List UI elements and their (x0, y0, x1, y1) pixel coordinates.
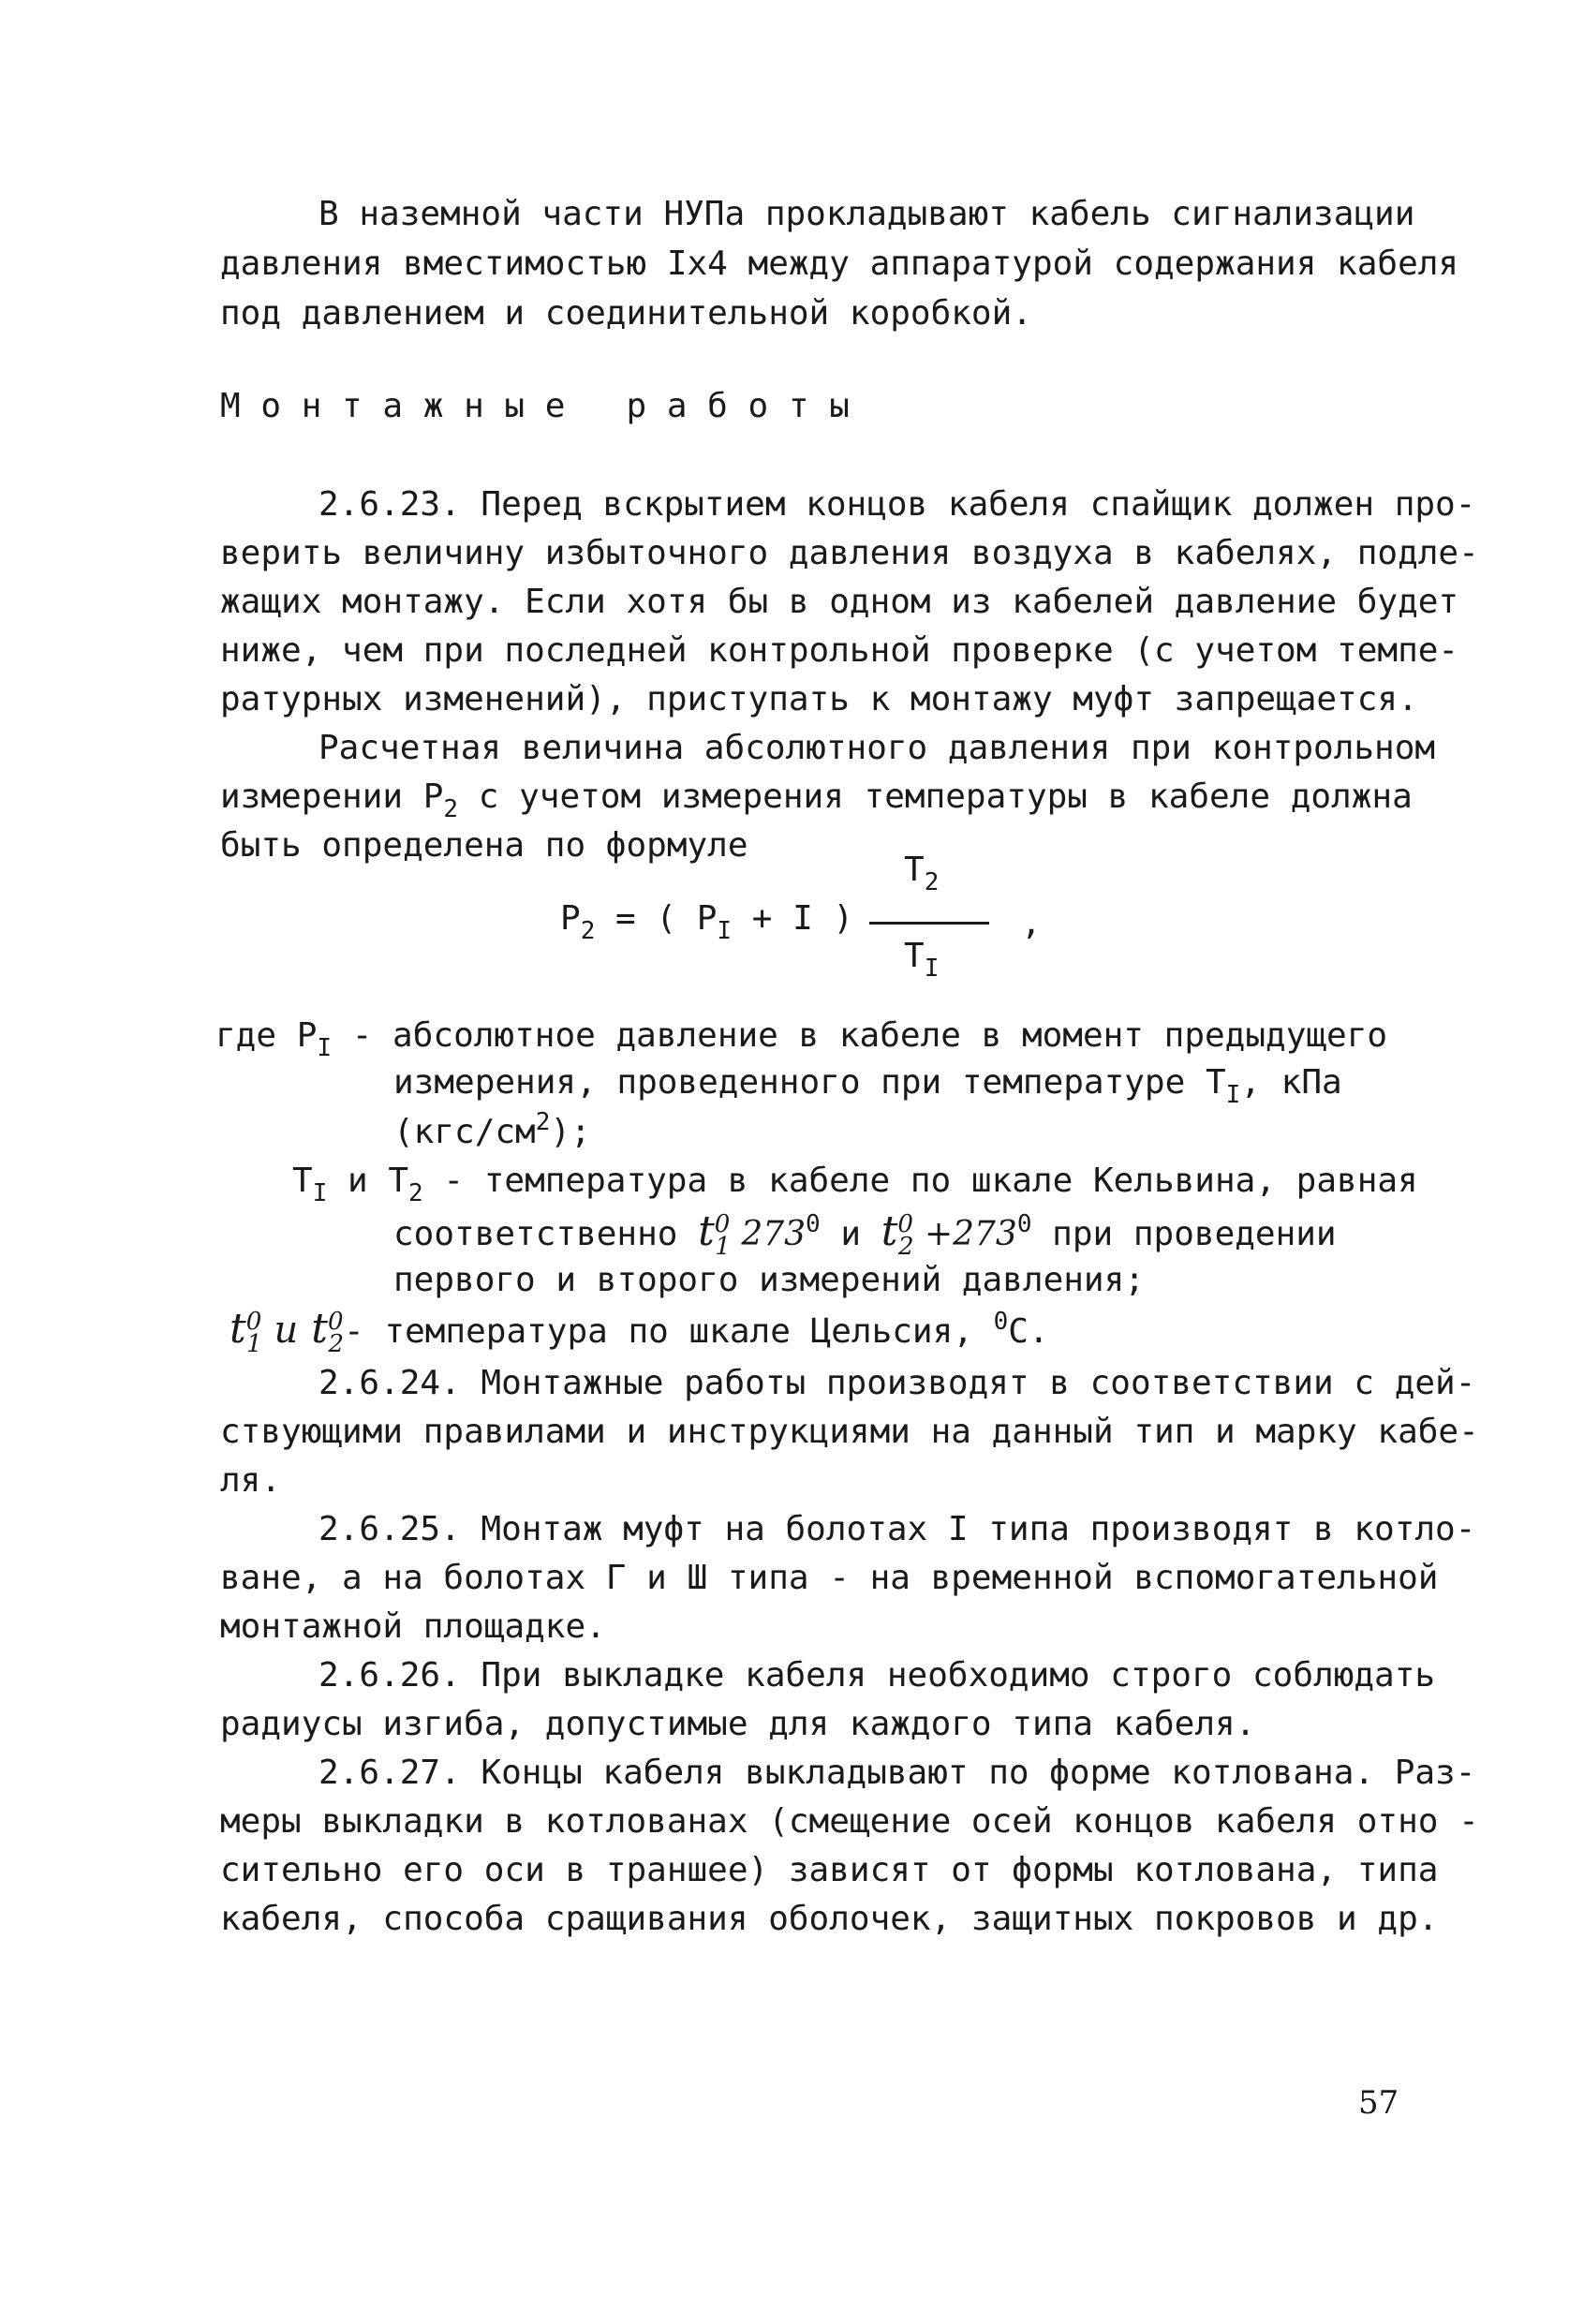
intro-line-1: В наземной части НУПа прокладывают кабель сигнализации (318, 195, 1415, 233)
item-2-6-25-line-3: монтажной площадке. (220, 1607, 606, 1646)
item-2-6-23-line-1: 2.6.23. Перед вскрытием концов кабеля спайщик должен про- (318, 485, 1476, 524)
calc-line-3: быть определена по формуле (220, 826, 748, 865)
page-number: 57 (1358, 2084, 1399, 2122)
definition-celsius: $t^0_1$ и $t^0_2-$ температура по шкале Цельсия, $^0$C. (229, 1305, 1049, 1358)
item-2-6-25-line-1: 2.6.25. Монтаж муфт на болотах I типа производят в котло- (318, 1510, 1476, 1548)
intro-line-2: давления вместимостью Iх4 между аппаратурой содержания кабеля (220, 244, 1459, 283)
item-2-6-27-line-2: меры выкладки в котлованах (смещение осей концов кабеля отно - (220, 1802, 1479, 1841)
item-2-6-23-line-4: ниже, чем при последней контрольной проверке (с учетом темпе- (220, 631, 1459, 670)
formula-lhs: $P_2$ = ( $P_I + I$ ) (560, 899, 854, 945)
definition-p1-line-3: $(кгс/см^2)$; (393, 1108, 591, 1151)
item-2-6-23-line-5: ратурных изменений), приступать к монтажу муфт запрещается. (220, 680, 1418, 718)
item-2-6-26-line-2: радиусы изгиба, допустимые для каждого типа кабеля. (220, 1705, 1256, 1743)
fraction-bar (869, 922, 989, 925)
definition-t1-t2: $T_I$ и $T_2$ - температура в кабеле по шкале Кельвина, равная (292, 1162, 1418, 1207)
item-2-6-24-line-2: ствующими правилами и инструкциями на данный тип и марку кабе- (220, 1413, 1479, 1451)
definition-p1: где $P_I$ - абсолютное давление в кабеле в момент предыдущего (215, 1016, 1388, 1062)
calc-line-1: Расчетная величина абсолютного давления при контрольном (318, 729, 1436, 767)
item-2-6-23-line-2: верить величину избыточного давления воздуха в кабелях, подле- (220, 534, 1479, 572)
item-2-6-24-line-1: 2.6.24. Монтажные работы производят в соответствии с дей- (318, 1364, 1476, 1402)
item-2-6-25-line-2: ване, а на болотах Г и Ш типа - на временной вспомогательной (220, 1559, 1439, 1597)
intro-line-3: под давлением и соединительной коробкой. (220, 294, 1032, 333)
item-2-6-27-line-1: 2.6.27. Концы кабеля выкладывают по форме котлована. Раз- (318, 1754, 1476, 1792)
definition-p1-line-2: измерения, проведенного при температуре $T_I$, кПа (393, 1063, 1342, 1109)
item-2-6-27-line-3: сительно его оси в траншее) зависят от формы котлована, типа (220, 1851, 1439, 1889)
item-2-6-27-line-4: кабеля, способа сращивания оболочек, защитных покровов и др. (220, 1900, 1439, 1938)
definition-t1-t2-line-2: соответственно $t^0_1$ $273^0$ и $t^0_2 +273^0$ при проведении (393, 1207, 1337, 1261)
definition-t1-t2-line-3: первого и второго измерений давления; (393, 1261, 1145, 1299)
item-2-6-26-line-1: 2.6.26. При выкладке кабеля необходимо строго соблюдать (318, 1656, 1436, 1695)
formula-comma: , (1021, 904, 1042, 942)
item-2-6-24-line-3: ля. (220, 1461, 282, 1500)
calc-line-2: измерении $P_2$ с учетом измерения температуры в кабеле должна (220, 777, 1413, 823)
formula-denominator: $T_I$ (904, 937, 940, 983)
section-heading: М о н т а ж н ы е р а б о т ы (220, 387, 850, 425)
item-2-6-23-line-3: жащих монтажу. Если хотя бы в одном из кабелей давление будет (220, 583, 1459, 621)
formula-numerator: $T_2$ (904, 851, 940, 896)
